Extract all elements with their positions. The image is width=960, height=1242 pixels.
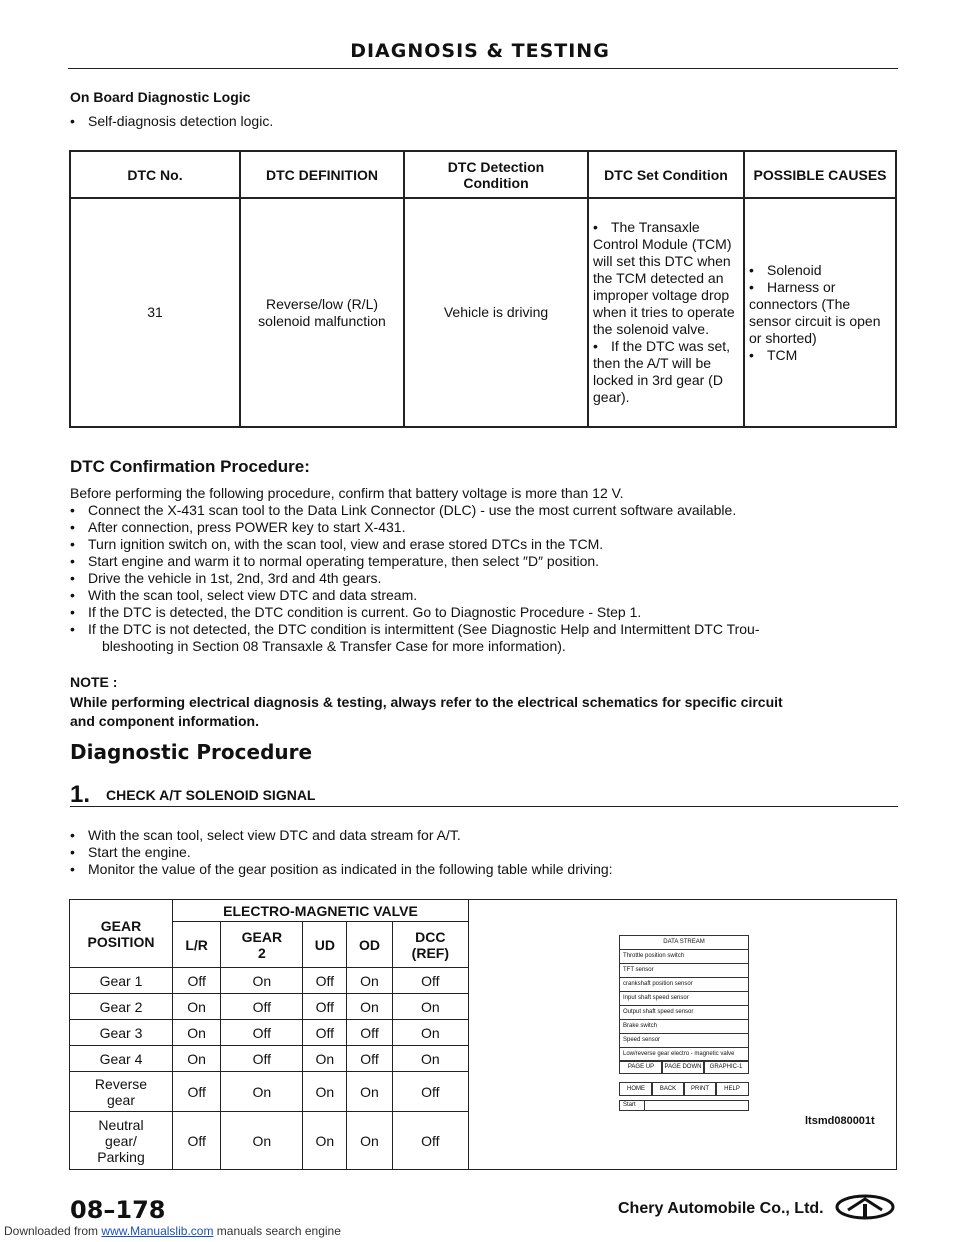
- col-gear2: GEAR 2: [221, 922, 303, 968]
- dtc-detection: Vehicle is driving: [404, 198, 588, 427]
- obd-heading: On Board Diagnostic Logic: [70, 89, 251, 105]
- list-item: TFT sensor: [620, 964, 748, 978]
- manualslib-link[interactable]: www.Manualslib.com: [101, 1224, 214, 1238]
- dtc-header-definition: DTC DEFINITION: [240, 151, 404, 198]
- taskbar: [619, 1100, 749, 1111]
- home-button[interactable]: HOME: [619, 1082, 653, 1096]
- valve-cell: Off: [173, 1072, 221, 1112]
- page-header-title: DIAGNOSIS & TESTING: [350, 40, 610, 62]
- step-title: CHECK A/T SOLENOID SIGNAL: [106, 787, 316, 803]
- valve-cell: Off: [303, 968, 347, 994]
- gear-cell: Gear 4: [70, 1046, 173, 1072]
- valve-cell: Off: [221, 994, 303, 1020]
- back-button[interactable]: BACK: [651, 1082, 685, 1096]
- valve-cell: Off: [392, 1112, 468, 1170]
- page-up-button[interactable]: PAGE UP: [619, 1060, 663, 1074]
- valve-cell: On: [347, 994, 392, 1020]
- scan-screen-figure: [469, 900, 897, 1170]
- valve-cell: On: [347, 968, 392, 994]
- dtc-causes: [744, 198, 896, 427]
- valve-cell: Off: [303, 994, 347, 1020]
- dtc-header-no: DTC No.: [70, 151, 240, 198]
- dtc-header-row: [70, 151, 896, 198]
- page-number: 08–178: [70, 1196, 166, 1224]
- download-note: Downloaded from www.Manualslib.com manuals search engine: [4, 1224, 341, 1238]
- valve-cell: Off: [173, 968, 221, 994]
- confirmation-heading: DTC Confirmation Procedure:: [70, 457, 310, 476]
- print-button[interactable]: PRINT: [683, 1082, 717, 1096]
- gear-position-header: GEAR POSITION: [70, 900, 173, 968]
- note-text: While performing electrical diagnosis & testing, always refer to the electrical schematics for specific circuit and component information.: [70, 694, 783, 729]
- valve-cell: Off: [347, 1020, 392, 1046]
- confirmation-intro: Before performing the following procedure, confirm that battery voltage is more than 12 V.: [70, 485, 624, 501]
- graphic-button[interactable]: GRAPHIC-1: [703, 1060, 749, 1074]
- chery-logo-icon: [834, 1194, 896, 1229]
- start-button[interactable]: Start: [623, 1101, 645, 1110]
- gear-cell: Gear 3: [70, 1020, 173, 1046]
- dtc-header-detection: DTC Detection Condition: [404, 151, 588, 198]
- data-stream-list: [619, 935, 749, 1062]
- dtc-definition: Reverse/low (R/L) solenoid malfunction: [240, 198, 404, 427]
- valve-cell: On: [303, 1112, 347, 1170]
- list-item: • TCM: [749, 347, 891, 364]
- valve-cell: Off: [392, 1072, 468, 1112]
- help-button[interactable]: HELP: [715, 1082, 749, 1096]
- gear-cell: Gear 1: [70, 968, 173, 994]
- list-item: • The Transaxle Control Module (TCM) will set this DTC when the TCM detected an improper voltage drop when it tries to operate the solenoid valve.: [593, 219, 739, 338]
- valve-cell: On: [173, 1020, 221, 1046]
- dtc-header-causes: POSSIBLE CAUSES: [744, 151, 896, 198]
- dtc-row: [70, 198, 896, 427]
- valve-cell: Off: [303, 1020, 347, 1046]
- valve-cell: Off: [221, 1020, 303, 1046]
- list-item: • If the DTC was set, then the A/T will be locked in 3rd gear (D gear).: [593, 338, 739, 406]
- valve-cell: On: [221, 968, 303, 994]
- list-item: • Monitor the value of the gear position as indicated in the following table while driving:: [70, 861, 613, 878]
- list-item: • Solenoid: [749, 262, 891, 279]
- obd-bullet: • Self-diagnosis detection logic.: [70, 113, 273, 130]
- list-item: • With the scan tool, select view DTC and data stream.: [70, 587, 900, 604]
- list-item: Low/reverse gear electro - magnetic valve: [623, 1051, 735, 1057]
- list-item: • If the DTC is not detected, the DTC condition is intermittent (See Diagnostic Help and Intermittent DTC Trou-: [70, 621, 900, 638]
- valve-cell: Off: [221, 1046, 303, 1072]
- valve-cell: On: [347, 1112, 392, 1170]
- valve-cell: On: [173, 994, 221, 1020]
- figure-id: ltsmd080001t: [805, 1115, 875, 1127]
- col-od: OD: [347, 922, 392, 968]
- data-stream-title: DATA STREAM: [620, 936, 748, 950]
- confirmation-body: [70, 485, 900, 655]
- col-lr: L/R: [173, 922, 221, 968]
- list-item: crankshaft position sensor: [620, 978, 748, 992]
- gear-table: [69, 899, 897, 1170]
- gear-cell: Gear 2: [70, 994, 173, 1020]
- valve-cell: On: [392, 1046, 468, 1072]
- dtc-set-condition: [588, 198, 744, 427]
- list-item: Output shaft speed sensor: [620, 1006, 748, 1020]
- valve-cell: Off: [173, 1112, 221, 1170]
- note-label: NOTE :: [70, 674, 118, 690]
- step-bullets: [70, 827, 613, 878]
- list-item: Speed sensor: [620, 1034, 748, 1048]
- step-divider: [70, 806, 898, 807]
- header-divider: [68, 68, 898, 69]
- step-number: 1.: [70, 781, 91, 808]
- dtc-no: 31: [70, 198, 240, 427]
- list-item: • With the scan tool, select view DTC and data stream for A/T.: [70, 827, 613, 844]
- list-item: Input shaft speed sensor: [620, 992, 748, 1006]
- dtc-table: [69, 150, 897, 428]
- valve-cell: On: [173, 1046, 221, 1072]
- valve-cell: On: [221, 1112, 303, 1170]
- list-item: • After connection, press POWER key to start X-431.: [70, 519, 900, 536]
- valve-cell: On: [392, 1020, 468, 1046]
- valve-header: ELECTRO-MAGNETIC VALVE: [173, 900, 469, 922]
- dtc-header-set: DTC Set Condition: [588, 151, 744, 198]
- list-item-continuation: bleshooting in Section 08 Transaxle & Transfer Case for more information).: [102, 638, 566, 654]
- list-item: • Connect the X-431 scan tool to the Data Link Connector (DLC) - use the most current software available.: [70, 502, 900, 519]
- list-item: • Start the engine.: [70, 844, 613, 861]
- gear-cell: Reverse gear: [70, 1072, 173, 1112]
- valve-cell: Off: [392, 968, 468, 994]
- col-ud: UD: [303, 922, 347, 968]
- list-item: • Turn ignition switch on, with the scan tool, view and erase stored DTCs in the TCM.: [70, 536, 900, 553]
- diagnostic-procedure-heading: Diagnostic Procedure: [70, 740, 313, 764]
- gear-cell: Neutral gear/ Parking: [70, 1112, 173, 1170]
- list-item: • Harness or connectors (The sensor circuit is open or shorted): [749, 279, 891, 347]
- list-item: Throttle position switch: [620, 950, 748, 964]
- valve-cell: On: [221, 1072, 303, 1112]
- list-item: • Drive the vehicle in 1st, 2nd, 3rd and 4th gears.: [70, 570, 900, 587]
- valve-cell: On: [303, 1046, 347, 1072]
- list-item: Brake switch: [620, 1020, 748, 1034]
- valve-cell: On: [347, 1072, 392, 1112]
- valve-cell: On: [303, 1072, 347, 1112]
- list-item: • Start engine and warm it to normal operating temperature, then select ″D″ position.: [70, 553, 900, 570]
- valve-cell: Off: [347, 1046, 392, 1072]
- company-name: Chery Automobile Co., Ltd.: [618, 1200, 824, 1217]
- page-down-button[interactable]: PAGE DOWN: [661, 1060, 705, 1074]
- list-item: • If the DTC is detected, the DTC condition is current. Go to Diagnostic Procedure - Step 1.: [70, 604, 900, 621]
- valve-cell: On: [392, 994, 468, 1020]
- col-dcc: DCC (REF): [392, 922, 468, 968]
